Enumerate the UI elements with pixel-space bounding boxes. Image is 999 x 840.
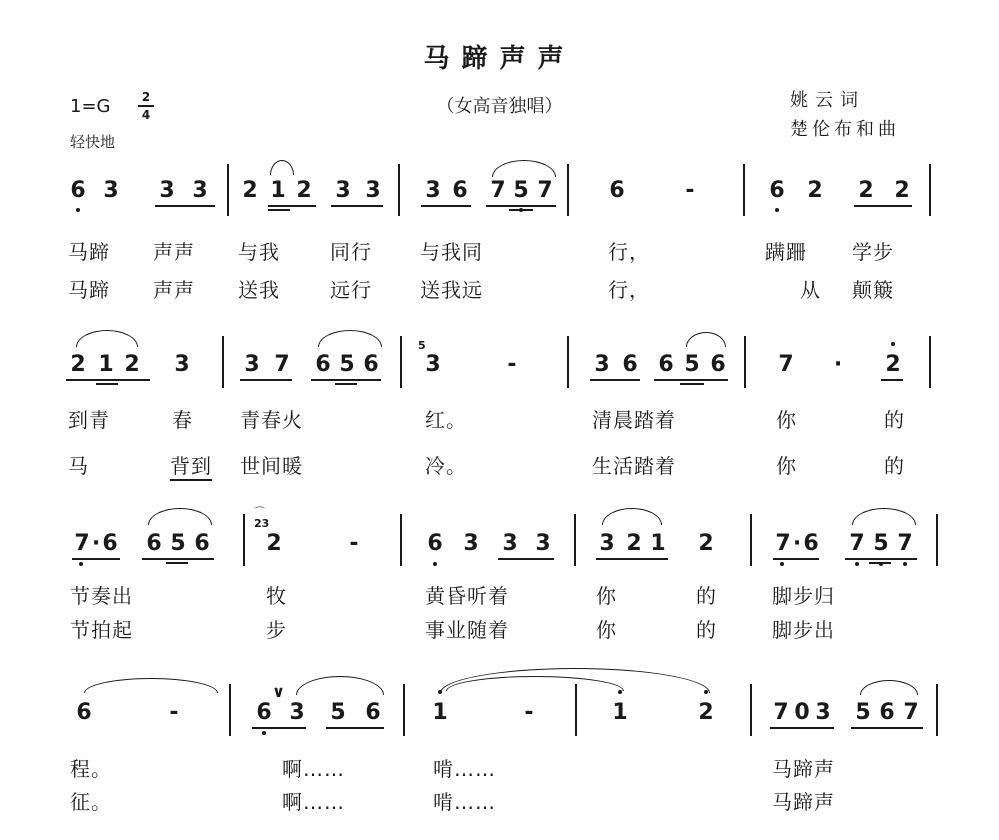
- lyric: 从: [800, 278, 821, 302]
- lyric: 同行: [330, 240, 372, 264]
- barline: [936, 514, 938, 566]
- barline: [398, 164, 400, 216]
- note: 5: [170, 531, 186, 556]
- beam-underline: [509, 209, 533, 211]
- barline: [743, 164, 745, 216]
- lyric: 春: [172, 408, 193, 432]
- barline: [229, 684, 231, 736]
- slur: [492, 160, 556, 177]
- lyric: 的: [884, 408, 905, 432]
- beam-underline: [654, 379, 728, 381]
- note: 7: [775, 531, 791, 556]
- note: 5: [513, 178, 529, 203]
- note: 2: [885, 352, 901, 377]
- lower-octave-dot: [903, 562, 907, 566]
- composer-credit: 楚伦布和曲: [790, 119, 900, 140]
- barline: [750, 684, 752, 736]
- beam-underline: [680, 383, 704, 385]
- lower-octave-dot: [855, 562, 859, 566]
- lyric: 马蹄: [68, 278, 110, 302]
- note: 6: [427, 531, 443, 556]
- slur: [686, 332, 726, 347]
- note: 1: [270, 178, 286, 203]
- note: 7: [490, 178, 506, 203]
- barline: [574, 514, 576, 566]
- beam-underline: [252, 727, 306, 729]
- note: 2: [626, 531, 642, 556]
- time-signature: [138, 90, 154, 122]
- note: 6: [769, 178, 785, 203]
- beam-underline: [845, 558, 917, 560]
- song-subtitle: （女高音独唱）: [436, 96, 563, 117]
- note: 3: [425, 178, 441, 203]
- time-signature-line: [138, 105, 154, 107]
- tempo-marking: 轻快地: [70, 133, 116, 151]
- grace-note: 23: [254, 517, 270, 530]
- slur: [318, 330, 382, 347]
- note: 5: [873, 531, 889, 556]
- beam-underline: [773, 558, 819, 560]
- augmentation-dot: ·: [833, 352, 843, 377]
- breath-mark-icon: ∨: [272, 682, 285, 701]
- lyric: 背到: [170, 450, 212, 481]
- note: 3: [335, 178, 351, 203]
- lyric: 征。: [70, 790, 112, 814]
- note: 6: [70, 178, 86, 203]
- note: 6: [146, 531, 162, 556]
- note: 6: [803, 531, 819, 556]
- note: 6: [365, 700, 381, 725]
- note: 6: [315, 352, 331, 377]
- dash: -: [169, 700, 179, 725]
- note: 3: [815, 700, 831, 725]
- key-signature: 1=G: [70, 96, 111, 117]
- note: 3: [103, 178, 119, 203]
- note: 6: [710, 352, 726, 377]
- note: 6: [609, 178, 625, 203]
- note: 7: [537, 178, 553, 203]
- note: 3: [425, 352, 441, 377]
- beam-underline: [166, 562, 188, 564]
- barline: [400, 336, 402, 388]
- lower-octave-dot: [79, 562, 83, 566]
- note: 3: [599, 531, 615, 556]
- lyric: 与我同: [420, 240, 483, 264]
- note: 7: [903, 700, 919, 725]
- dash: -: [524, 700, 534, 725]
- beam-underline: [268, 209, 290, 211]
- note: 2: [858, 178, 874, 203]
- note: 1: [432, 700, 448, 725]
- lower-octave-dot: [76, 208, 80, 212]
- note: 7: [897, 531, 913, 556]
- lyric: 节拍起: [70, 618, 133, 642]
- note: 7: [274, 352, 290, 377]
- beam-underline: [142, 558, 214, 560]
- lyric: 蹒跚: [765, 240, 807, 264]
- lyric: 清晨踏着: [592, 408, 676, 432]
- beam-underline: [335, 383, 357, 385]
- beam-underline: [72, 558, 120, 560]
- slur: [852, 508, 916, 525]
- lower-octave-dot: [780, 562, 784, 566]
- lyricist-credit: 姚云词: [790, 90, 865, 111]
- note: 7: [778, 352, 794, 377]
- slur: [148, 508, 212, 525]
- grace-note: 5: [418, 339, 426, 352]
- beam-underline: [590, 379, 640, 381]
- lyric: 与我: [238, 240, 280, 264]
- beam-underline: [854, 205, 912, 207]
- lyric: 声声: [153, 278, 195, 302]
- barline: [227, 164, 229, 216]
- time-signature-numerator: 2: [141, 90, 151, 104]
- time-signature-denominator: 4: [141, 108, 151, 122]
- slur: [860, 680, 918, 695]
- beam-underline: [66, 379, 150, 381]
- barline: [750, 514, 752, 566]
- note: 2: [266, 531, 282, 556]
- note: 2: [124, 352, 140, 377]
- barline: [567, 336, 569, 388]
- beam-underline: [96, 383, 118, 385]
- lyric: 节奏出: [70, 584, 133, 608]
- note: 2: [242, 178, 258, 203]
- note: 6: [622, 352, 638, 377]
- lyric: 的: [884, 454, 905, 478]
- note: 6: [363, 352, 379, 377]
- note: 2: [70, 352, 86, 377]
- note: 2: [807, 178, 823, 203]
- beam-underline: [486, 205, 556, 207]
- beam-underline: [770, 727, 834, 729]
- lower-octave-dot: [433, 562, 437, 566]
- beam-underline: [155, 205, 215, 207]
- note: 3: [244, 352, 260, 377]
- lyric: 冷。: [425, 454, 467, 478]
- lyric: 啊……: [282, 790, 345, 814]
- lyric: 生活踏着: [592, 454, 676, 478]
- dash: -: [507, 352, 517, 377]
- lyric: 声声: [153, 240, 195, 264]
- lyric: 的: [696, 618, 717, 642]
- note: 3: [365, 178, 381, 203]
- augmentation-dot: ·: [91, 531, 101, 556]
- slur: [602, 508, 662, 525]
- lyric: 事业随着: [425, 618, 509, 642]
- song-title: 马蹄声声: [423, 44, 576, 74]
- lyric: 到青: [68, 408, 110, 432]
- barline: [400, 514, 402, 566]
- barline: [403, 684, 405, 736]
- note: 6: [879, 700, 895, 725]
- lyric: 远行: [330, 278, 372, 302]
- barline: [936, 684, 938, 736]
- lyric: 马蹄: [68, 240, 110, 264]
- lyric: 程。: [70, 757, 112, 781]
- beam-underline: [869, 562, 891, 564]
- note: 0: [794, 700, 810, 725]
- dash: -: [349, 531, 359, 556]
- note: 6: [194, 531, 210, 556]
- note: 2: [698, 700, 714, 725]
- lyric: 世间暖: [240, 454, 303, 478]
- lyric: 学步: [852, 240, 894, 264]
- lyric: 啃……: [433, 790, 496, 814]
- barline: [243, 514, 245, 566]
- lyric: 啊……: [282, 757, 345, 781]
- note: 6: [76, 700, 92, 725]
- barline: [567, 164, 569, 216]
- beam-underline: [881, 379, 903, 381]
- lower-octave-dot: [775, 208, 779, 212]
- note: 1: [612, 700, 628, 725]
- beam-underline: [311, 379, 381, 381]
- note: 5: [339, 352, 355, 377]
- beam-underline: [851, 727, 923, 729]
- lyric: 马: [68, 454, 89, 478]
- note: 3: [159, 178, 175, 203]
- note: 2: [894, 178, 910, 203]
- note: 3: [594, 352, 610, 377]
- note: 6: [658, 352, 674, 377]
- note: 6: [452, 178, 468, 203]
- lyric: 脚步出: [772, 618, 835, 642]
- lyric: 步: [266, 618, 287, 642]
- lyric: 黄昏听着: [425, 584, 509, 608]
- tie: [84, 678, 218, 693]
- lyric: 颠簸: [852, 278, 894, 302]
- note: 2: [698, 531, 714, 556]
- note: 7: [773, 700, 789, 725]
- note: 5: [684, 352, 700, 377]
- lower-octave-dot: [262, 731, 266, 735]
- barline: [744, 336, 746, 388]
- barline: [222, 336, 224, 388]
- beam-underline: [268, 205, 316, 207]
- note: 5: [330, 700, 346, 725]
- lyric: 的: [696, 584, 717, 608]
- beam-underline: [596, 558, 668, 560]
- lyric: 马蹄声: [772, 790, 835, 814]
- augmentation-dot: ·: [792, 531, 802, 556]
- note: 3: [174, 352, 190, 377]
- note: 3: [192, 178, 208, 203]
- lyric: 你: [596, 584, 617, 608]
- lyric: 行，: [608, 278, 650, 302]
- lyric: 脚步归: [772, 584, 835, 608]
- lyric: 行，: [608, 240, 650, 264]
- note: 7: [849, 531, 865, 556]
- note: 6: [102, 531, 118, 556]
- dash: -: [685, 178, 695, 203]
- slur: [76, 330, 138, 347]
- lyric: 你: [776, 454, 797, 478]
- lyric: 送我远: [420, 278, 483, 302]
- note: 3: [289, 700, 305, 725]
- lyric: 你: [776, 408, 797, 432]
- beam-underline: [498, 558, 554, 560]
- lyric: 你: [596, 618, 617, 642]
- lyric: 啃……: [433, 757, 496, 781]
- lyric: 马蹄声: [772, 757, 835, 781]
- note: 6: [256, 700, 272, 725]
- note: 3: [502, 531, 518, 556]
- note: 2: [296, 178, 312, 203]
- slur: [270, 160, 294, 175]
- barline: [929, 164, 931, 216]
- beam-underline: [421, 205, 471, 207]
- fermata-icon: ⌒: [254, 506, 265, 519]
- upper-octave-dot: [891, 342, 895, 346]
- beam-underline: [326, 727, 384, 729]
- lyric: 送我: [238, 278, 280, 302]
- beam-underline: [240, 379, 292, 381]
- barline: [929, 336, 931, 388]
- note: 5: [855, 700, 871, 725]
- lyric: 红。: [425, 408, 467, 432]
- note: 3: [463, 531, 479, 556]
- note: 1: [98, 352, 114, 377]
- beam-underline: [331, 205, 383, 207]
- note: 1: [650, 531, 666, 556]
- lyric: 牧: [266, 584, 287, 608]
- lyric: 青春火: [240, 408, 303, 432]
- note: 3: [535, 531, 551, 556]
- slur: [296, 676, 384, 695]
- note: 7: [74, 531, 90, 556]
